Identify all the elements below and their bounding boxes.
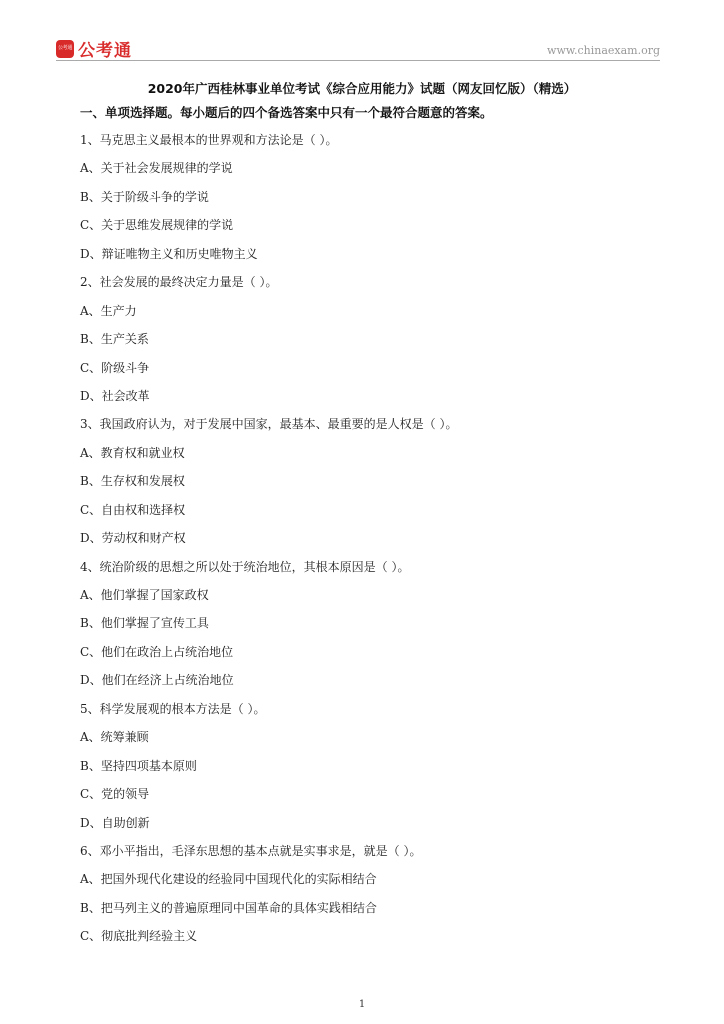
answer-option: D、他们在经济上占统治地位: [80, 673, 234, 688]
question-stem: 1、马克思主义最根本的世界观和方法论是（ ）。: [80, 133, 338, 147]
brand-logo[interactable]: [56, 36, 132, 61]
answer-option: C、阶级斗争: [80, 360, 150, 375]
question-stem: 5、科学发展观的根本方法是（ ）。: [80, 701, 266, 716]
answer-option: D、社会改革: [80, 388, 150, 403]
answer-option: D、辩证唯物主义和历史唯物主义: [80, 246, 258, 261]
answer-option: C、彻底批判经验主义: [80, 929, 198, 944]
answer-option: B、把马列主义的普遍原理同中国革命的具体实践相结合: [80, 900, 377, 915]
logo-mark-icon: 公考通: [56, 40, 74, 58]
answer-option: A、他们掌握了国家政权: [80, 588, 209, 602]
answer-option: B、坚持四项基本原则: [80, 758, 197, 773]
question-stem: 6、邓小平指出，毛泽东思想的基本点就是实事求是，就是（ ）。: [80, 843, 422, 858]
answer-option: C、党的领导: [80, 787, 150, 802]
answer-option: C、关于思维发展规律的学说: [80, 218, 234, 233]
answer-option: B、生存权和发展权: [80, 474, 185, 489]
answer-option: B、生产关系: [80, 332, 149, 347]
answer-option: B、他们掌握了宣传工具: [80, 616, 209, 631]
answer-option: A、把国外现代化建设的经验同中国现代化的实际相结合: [80, 872, 377, 887]
question-stem: 2、社会发展的最终决定力量是（ ）。: [80, 275, 278, 290]
section-heading: 一、单项选择题。每小题后的四个备选答案中只有一个最符合题意的答案。: [80, 105, 493, 120]
question-list: [80, 126, 660, 951]
logo-text: 公考通: [78, 41, 132, 61]
page-header: [0, 0, 724, 60]
question-stem: 3、我国政府认为，对于发展中国家，最基本、最重要的是人权是（ ）。: [80, 417, 458, 432]
answer-option: C、自由权和选择权: [80, 502, 186, 517]
answer-option: A、教育权和就业权: [80, 445, 185, 460]
page-number: 1: [358, 999, 366, 1010]
question-stem: 4、统治阶级的思想之所以处于统治地位，其根本原因是（ ）。: [80, 559, 410, 574]
document-title: 2020年广西桂林事业单位考试《综合应用能力》试题（网友回忆版）（精选）: [147, 81, 577, 96]
header-divider: [56, 60, 660, 61]
answer-option: A、关于社会发展规律的学说: [80, 161, 233, 176]
answer-option: A、统筹兼顾: [80, 730, 149, 745]
answer-option: A、生产力: [80, 303, 137, 318]
answer-option: C、他们在政治上占统治地位: [80, 644, 234, 659]
answer-option: D、劳动权和财产权: [80, 531, 186, 546]
answer-option: D、自助创新: [80, 815, 150, 830]
site-url[interactable]: www.chinaexam.org: [547, 44, 660, 57]
answer-option: B、关于阶级斗争的学说: [80, 189, 209, 204]
